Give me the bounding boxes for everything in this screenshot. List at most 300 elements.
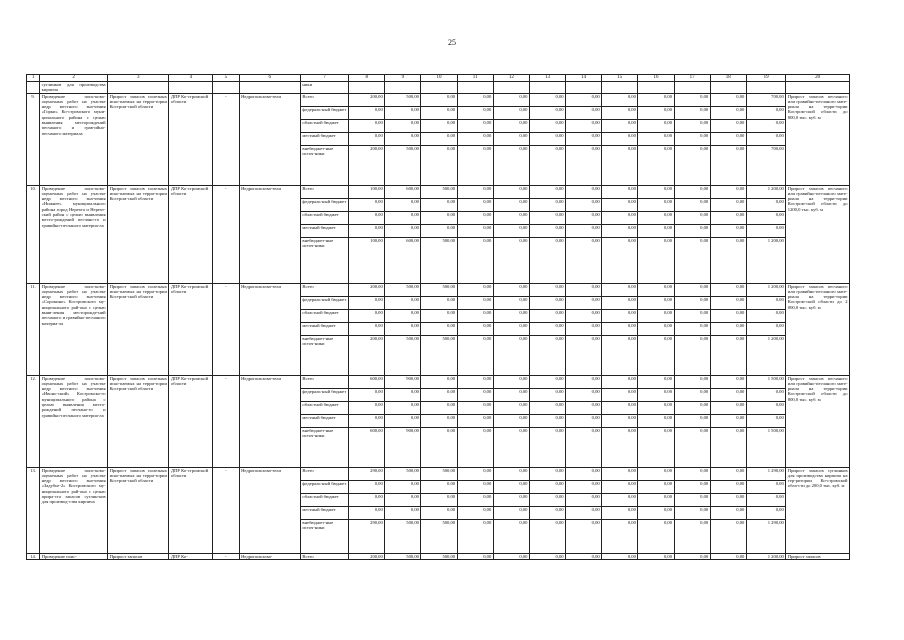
column-number: 4 [169,75,213,82]
amount-cell: 900,00 [385,427,421,467]
amount-cell: 0,00 [493,388,529,401]
amount-cell: 0,00 [710,211,746,224]
amount-cell: 0,00 [421,106,457,119]
amount-cell: 0,00 [566,506,602,519]
amount-cell: 0,00 [457,519,493,553]
column-number: 10 [421,75,457,82]
funding-source: областной бюджет [300,493,348,506]
amount-cell: 290,00 [349,467,385,480]
amount-cell: 0,00 [349,506,385,519]
amount-cell: 0,00 [638,480,674,493]
row-number: 13. [27,467,40,553]
empty-cell [108,82,169,94]
amount-cell: 600,00 [385,185,421,198]
amount-cell: 0,00 [349,106,385,119]
amount-cell: 0,00 [674,106,710,119]
amount-cell: 0,00 [674,480,710,493]
amount-cell: 0,00 [421,132,457,145]
amount-cell: 0,00 [710,414,746,427]
amount-cell: 0,00 [674,237,710,283]
amount-cell: 0,00 [602,388,638,401]
empty-cell [493,82,529,94]
amount-cell: 0,00 [566,309,602,322]
amount-cell: 0,00 [421,309,457,322]
amount-cell: 500,00 [421,185,457,198]
expected-result: Прирост запасов песчаного или гравийно-песчаного мате-риала на терри-тории Костром-ской области до 800,0 тыс. куб. м [786,93,850,185]
amount-cell: 0,00 [493,211,529,224]
amount-cell: 100,00 [349,237,385,283]
amount-cell: 0,00 [638,519,674,553]
amount-cell: 0,00 [349,211,385,224]
amount-cell: 0,00 [493,119,529,132]
amount-cell: 200,00 [349,93,385,106]
continuation-row [27,82,850,94]
funding-source: Всего [300,283,348,296]
amount-cell: 0,00 [349,309,385,322]
amount-cell: 0,00 [674,119,710,132]
row-number: 12. [27,375,40,467]
amount-cell: 0,00 [602,506,638,519]
amount-cell: 0,00 [529,237,565,283]
amount-cell: 1 290,00 [746,467,785,480]
empty-cell [746,82,785,94]
amount-cell: 0,00 [493,309,529,322]
amount-cell: 0,00 [602,553,638,559]
amount-cell: 0,00 [602,283,638,296]
amount-cell: 0,00 [566,493,602,506]
empty-cell [602,82,638,94]
amount-cell: 0,00 [529,506,565,519]
amount-cell: 1 500,00 [746,375,785,388]
funding-source: Всего [300,553,348,559]
amount-cell: 0,00 [493,237,529,283]
amount-cell: 0,00 [457,106,493,119]
amount-cell: 0,00 [710,237,746,283]
amount-cell: 0,00 [746,296,785,309]
amount-cell: 0,00 [710,106,746,119]
funding-source: ники [300,82,348,94]
amount-cell: 0,00 [746,132,785,145]
column-number: 1 [27,75,40,82]
amount-cell: 0,00 [638,296,674,309]
participants: Недропользова-тели [239,93,300,185]
amount-cell: 0,00 [710,335,746,375]
indicator: Прирост запасов полезных иско-паемых на терри-тории Костром-ской области [108,467,169,553]
amount-cell: 0,00 [638,375,674,388]
row-number: 14. [27,553,40,559]
amount-cell: 0,00 [710,132,746,145]
amount-cell: 0,00 [746,506,785,519]
amount-cell: 0,00 [674,414,710,427]
amount-cell: 0,00 [674,211,710,224]
amount-cell: 0,00 [602,414,638,427]
amount-cell: 0,00 [566,414,602,427]
amount-cell: 0,00 [457,322,493,335]
amount-cell: 0,00 [638,283,674,296]
activity-name: Проведение поис-ково-оценочных работ на участке недр местного зна-чения «Нижнее» муниципального района город Нерехта и Нерехт-ский район с целью выявления место-рождений песчано-го и гравийно-песчаного материа-ла [40,185,108,283]
funding-source: местный бюджет [300,224,348,237]
executor: ДПР Ко-стромской области [169,283,213,375]
amount-cell: 100,00 [349,185,385,198]
amount-cell: 0,00 [457,283,493,296]
amount-cell: 0,00 [457,119,493,132]
amount-cell: 0,00 [457,335,493,375]
amount-cell: 1 500,00 [746,427,785,467]
amount-cell: 0,00 [674,185,710,198]
funding-source: федераль-ный бюджет [300,198,348,211]
empty-cell [566,82,602,94]
amount-cell: 500,00 [385,553,421,559]
amount-cell: 0,00 [710,145,746,185]
funding-source: местный бюджет [300,506,348,519]
amount-cell: 600,00 [349,375,385,388]
amount-cell: 0,00 [746,401,785,414]
funding-source: местный бюджет [300,414,348,427]
amount-cell: 0,00 [385,198,421,211]
amount-cell: 0,00 [421,145,457,185]
amount-cell: 0,00 [710,185,746,198]
column-number: 13 [529,75,565,82]
empty-cell [674,82,710,94]
amount-cell: 0,00 [385,493,421,506]
amount-cell: 0,00 [493,553,529,559]
amount-cell: 0,00 [385,132,421,145]
amount-cell: 0,00 [566,198,602,211]
amount-cell: 0,00 [674,224,710,237]
funding-source: внебюджет-ные источ-ники [300,145,348,185]
amount-cell: 0,00 [457,224,493,237]
amount-cell: 500,00 [385,467,421,480]
amount-cell: 0,00 [493,480,529,493]
amount-cell: 0,00 [566,283,602,296]
amount-cell: 0,00 [638,506,674,519]
amount-cell: 0,00 [529,480,565,493]
amount-cell: 0,00 [493,132,529,145]
row-number-cell [27,82,40,94]
amount-cell: 0,00 [529,106,565,119]
amount-cell: 0,00 [385,322,421,335]
amount-cell: 0,00 [529,283,565,296]
amount-cell: 0,00 [638,185,674,198]
amount-cell: 0,00 [710,309,746,322]
amount-cell: 0,00 [421,506,457,519]
amount-cell: 0,00 [602,322,638,335]
amount-cell: 0,00 [602,427,638,467]
amount-cell: 0,00 [493,335,529,375]
column-number-row [27,75,850,82]
participants: Недропользова-тели [239,185,300,283]
amount-cell: 0,00 [493,296,529,309]
amount-cell: 500,00 [385,283,421,296]
executor: ДПР Ко- [169,553,213,559]
amount-cell: 0,00 [566,388,602,401]
amount-cell: 0,00 [529,93,565,106]
amount-cell: 0,00 [638,132,674,145]
amount-cell: 0,00 [566,375,602,388]
amount-cell: 0,00 [529,553,565,559]
funding-source: Всего [300,467,348,480]
amount-cell: 200,00 [349,335,385,375]
empty-cell [529,82,565,94]
column-number: 15 [602,75,638,82]
amount-cell: 0,00 [566,224,602,237]
table-row [27,375,850,388]
amount-cell: 0,00 [457,401,493,414]
amount-cell: 1 200,00 [746,185,785,198]
amount-cell: 500,00 [421,519,457,553]
column-number: 12 [493,75,529,82]
amount-cell: 0,00 [385,506,421,519]
amount-cell: 0,00 [602,519,638,553]
amount-cell: 700,00 [746,93,785,106]
amount-cell: 200,00 [349,553,385,559]
amount-cell: 0,00 [602,237,638,283]
column-number: 6 [239,75,300,82]
expected-result: Прирост запасов [786,553,850,559]
funding-source: областной бюджет [300,401,348,414]
amount-cell: 0,00 [493,493,529,506]
amount-cell: 0,00 [529,145,565,185]
amount-cell: 0,00 [349,198,385,211]
expected-result: Прирост запасов песчаного или гравийно-песчаного мате-риала на терри-тории Костром-ской области до 2 000,0 тыс. куб. м [786,283,850,375]
amount-cell: 0,00 [529,427,565,467]
column-number: 16 [638,75,674,82]
amount-cell: 700,00 [746,145,785,185]
amount-cell: 0,00 [493,467,529,480]
amount-cell: 0,00 [638,427,674,467]
amount-cell: 500,00 [385,519,421,553]
amount-cell: 500,00 [421,467,457,480]
amount-cell: 0,00 [529,132,565,145]
amount-cell: 0,00 [638,237,674,283]
amount-cell: 0,00 [710,401,746,414]
amount-cell: 0,00 [421,211,457,224]
amount-cell: 0,00 [457,237,493,283]
page-number: 25 [448,38,456,47]
amount-cell: 0,00 [674,375,710,388]
empty-cell [457,82,493,94]
amount-cell: 0,00 [529,185,565,198]
table-row [27,185,850,198]
amount-cell: 0,00 [529,519,565,553]
amount-cell: 0,00 [638,119,674,132]
amount-cell: 0,00 [638,335,674,375]
funding-source: местный бюджет [300,322,348,335]
amount-cell: 0,00 [457,185,493,198]
amount-cell: 0,00 [674,322,710,335]
amount-cell: 0,00 [421,296,457,309]
amount-cell: 500,00 [421,335,457,375]
amount-cell: 0,00 [529,414,565,427]
amount-cell: 0,00 [674,309,710,322]
amount-cell: 0,00 [457,132,493,145]
amount-cell: 0,00 [385,480,421,493]
funding-source: федераль-ный бюджет [300,296,348,309]
amount-cell: 0,00 [457,296,493,309]
executor: ДПР Ко-стромской области [169,375,213,467]
column-number: 17 [674,75,710,82]
column-number: 11 [457,75,493,82]
amount-cell: 0,00 [638,414,674,427]
amount-cell: 0,00 [674,401,710,414]
activity-name: суглинков для производства кирпича [41,82,106,93]
amount-cell: 200,00 [349,283,385,296]
column-number: 18 [710,75,746,82]
amount-cell: 0,00 [385,119,421,132]
amount-cell: 0,00 [457,480,493,493]
amount-cell: 0,00 [421,493,457,506]
amount-cell: 0,00 [457,414,493,427]
funding-source: внебюджет-ные источ-ники [300,427,348,467]
deadline: - [213,93,239,185]
amount-cell: 0,00 [421,322,457,335]
amount-cell: 0,00 [529,309,565,322]
amount-cell: 0,00 [566,401,602,414]
amount-cell: 0,00 [385,401,421,414]
amount-cell: 0,00 [710,467,746,480]
amount-cell: 0,00 [602,401,638,414]
column-number: 5 [213,75,239,82]
amount-cell: 0,00 [638,224,674,237]
amount-cell: 0,00 [349,480,385,493]
amount-cell: 1 200,00 [746,237,785,283]
amount-cell: 200,00 [349,145,385,185]
amount-cell: 0,00 [349,132,385,145]
amount-cell: 0,00 [710,506,746,519]
participants: Недропользова-тели [239,375,300,467]
amount-cell: 0,00 [710,198,746,211]
amount-cell: 0,00 [421,198,457,211]
amount-cell: 0,00 [746,414,785,427]
column-number: 3 [108,75,169,82]
amount-cell: 900,00 [385,375,421,388]
amount-cell: 0,00 [602,335,638,375]
amount-cell: 0,00 [493,519,529,553]
funding-source: внебюджет-ные источ-ники [300,237,348,283]
amount-cell: 0,00 [421,414,457,427]
amount-cell: 0,00 [349,401,385,414]
amount-cell: 0,00 [566,132,602,145]
amount-cell: 0,00 [566,480,602,493]
amount-cell: 600,00 [349,427,385,467]
amount-cell: 0,00 [493,322,529,335]
amount-cell: 0,00 [529,375,565,388]
amount-cell: 0,00 [602,467,638,480]
amount-cell: 0,00 [566,119,602,132]
activity-name: Проведение поис-ково-оценочных работ на участке недр местного зна-чения «Сорокино» Костромского му-ниципального рай-она с целью выяв-ления месторожде-ний песчаного и гравийно-песчаного материа-ла [40,283,108,375]
amount-cell: 0,00 [493,427,529,467]
deadline: - [213,467,239,553]
amount-cell: 0,00 [529,296,565,309]
amount-cell: 0,00 [674,198,710,211]
amount-cell: 600,00 [385,237,421,283]
amount-cell: 0,00 [457,211,493,224]
empty-cell [169,82,213,94]
amount-cell: 0,00 [566,145,602,185]
amount-cell: 0,00 [566,427,602,467]
amount-cell: 0,00 [674,296,710,309]
column-number: 9 [385,75,421,82]
deadline: - [213,185,239,283]
amount-cell: 0,00 [566,322,602,335]
amount-cell: 0,00 [674,467,710,480]
amount-cell: 0,00 [638,401,674,414]
amount-cell: 0,00 [457,93,493,106]
expected-result: Прирост запасов суглинков для производства кирпича на тер-ритории Ко-стромской обла-сти до 200,0 тыс. куб. м [786,467,850,553]
amount-cell: 0,00 [602,198,638,211]
funding-source: Всего [300,185,348,198]
participants: Недропользова-тели [239,467,300,553]
amount-cell: 290,00 [349,519,385,553]
amount-cell: 0,00 [529,335,565,375]
program-table [26,74,850,560]
amount-cell: 0,00 [457,427,493,467]
amount-cell: 0,00 [493,401,529,414]
amount-cell: 0,00 [457,388,493,401]
empty-cell [421,82,457,94]
amount-cell: 0,00 [493,185,529,198]
column-number: 8 [349,75,385,82]
amount-cell: 0,00 [710,493,746,506]
amount-cell: 0,00 [710,388,746,401]
amount-cell: 0,00 [746,106,785,119]
row-number: 9. [27,93,40,185]
amount-cell: 0,00 [457,553,493,559]
amount-cell: 0,00 [529,224,565,237]
empty-cell [349,82,385,94]
amount-cell: 0,00 [566,185,602,198]
amount-cell: 0,00 [385,414,421,427]
amount-cell: 0,00 [746,388,785,401]
amount-cell: 0,00 [674,388,710,401]
amount-cell: 0,00 [710,283,746,296]
funding-source: Всего [300,93,348,106]
amount-cell: 0,00 [566,519,602,553]
amount-cell: 0,00 [602,132,638,145]
empty-cell [213,82,239,94]
amount-cell: 0,00 [638,106,674,119]
amount-cell: 0,00 [385,224,421,237]
funding-source: внебюджет-ные источ-ники [300,519,348,553]
amount-cell: 0,00 [493,106,529,119]
amount-cell: 1 200,00 [746,335,785,375]
column-number: 7 [300,75,348,82]
amount-cell: 0,00 [710,224,746,237]
amount-cell: 0,00 [529,388,565,401]
amount-cell: 0,00 [710,119,746,132]
amount-cell: 0,00 [674,553,710,559]
amount-cell: 0,00 [746,211,785,224]
amount-cell: 0,00 [710,296,746,309]
activity-name: Проведение поис- [40,553,108,559]
amount-cell: 0,00 [566,106,602,119]
amount-cell: 0,00 [385,106,421,119]
expected-result: Прирост запасов песчаного или гравийно-песчаного мате-риала на терри-тории Костром-ской области до 800,0 тыс. куб. м [786,375,850,467]
funding-source: областной бюджет [300,211,348,224]
amount-cell: 0,00 [566,335,602,375]
amount-cell: 0,00 [421,427,457,467]
indicator: Прирост запасов полезных иско-паемых на терри-тории Костром-ской области [108,375,169,467]
deadline: - [213,283,239,375]
amount-cell: 0,00 [638,145,674,185]
amount-cell: 0,00 [385,211,421,224]
amount-cell: 0,00 [493,93,529,106]
amount-cell: 0,00 [602,493,638,506]
amount-cell: 0,00 [566,467,602,480]
amount-cell: 0,00 [349,414,385,427]
amount-cell: 0,00 [746,224,785,237]
amount-cell: 0,00 [710,480,746,493]
